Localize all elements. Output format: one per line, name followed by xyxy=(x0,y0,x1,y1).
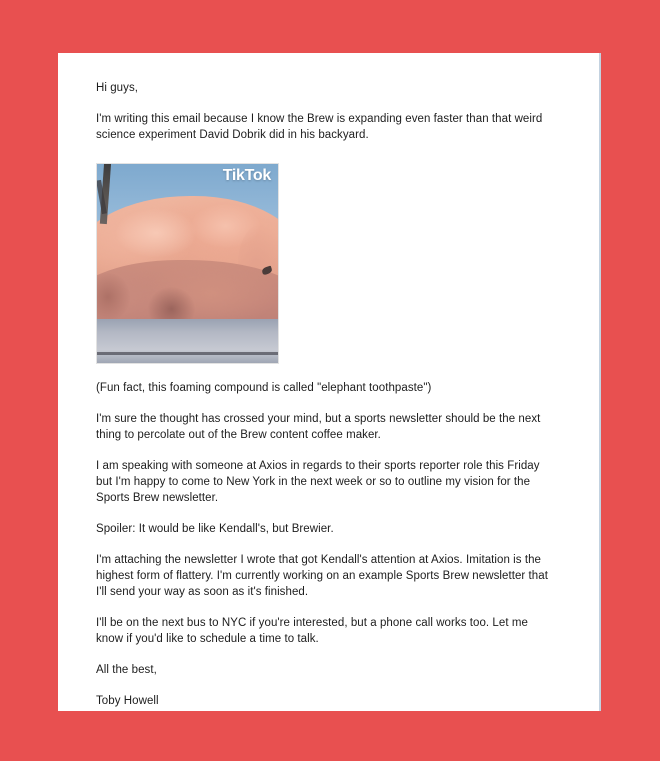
video-ground xyxy=(97,319,278,363)
email-paragraph-7: I'll be on the next bus to NYC if you're interested, but a phone call works too. Let me know if you'd like to schedule a time to talk. xyxy=(96,617,528,645)
email-paragraph-1: I'm writing this email because I know the Brew is expanding even faster than that weird science experiment David Dobrik did in his backyard. xyxy=(96,113,543,141)
video-foam-highlight-left xyxy=(115,208,196,258)
email-document-sheet xyxy=(58,53,601,711)
tiktok-video-embed[interactable] xyxy=(96,163,279,364)
email-paragraph-2: (Fun fact, this foaming compound is called "elephant toothpaste") xyxy=(96,382,432,394)
email-greeting: Hi guys, xyxy=(96,82,139,94)
video-ground-shadow xyxy=(97,352,278,355)
email-signature: Toby Howell xyxy=(96,695,159,707)
email-media-block xyxy=(96,158,558,364)
email-paragraph-3: I'm sure the thought has crossed your mind, but a sports newsletter should be the next thing to percolate out of the Brew content coffee maker. xyxy=(96,413,541,441)
email-signoff: All the best, xyxy=(96,664,157,676)
email-paragraph-4: I am speaking with someone at Axios in regards to their sports reporter role this Friday but I'm happy to come to New York in the next week or so to outline my vision for the Sports Brew newsletter. xyxy=(96,460,540,504)
email-body xyxy=(96,80,558,711)
email-paragraph-5: Spoiler: It would be like Kendall's, but Brewier. xyxy=(96,523,334,535)
email-paragraph-6: I'm attaching the newsletter I wrote that got Kendall's attention at Axios. Imitation is the highest form of flattery. I'm currently working on an example Sports Brew newsletter that I'll send your way as soon as it's finished. xyxy=(96,554,548,598)
tiktok-watermark-logo: TikTok xyxy=(222,167,271,184)
